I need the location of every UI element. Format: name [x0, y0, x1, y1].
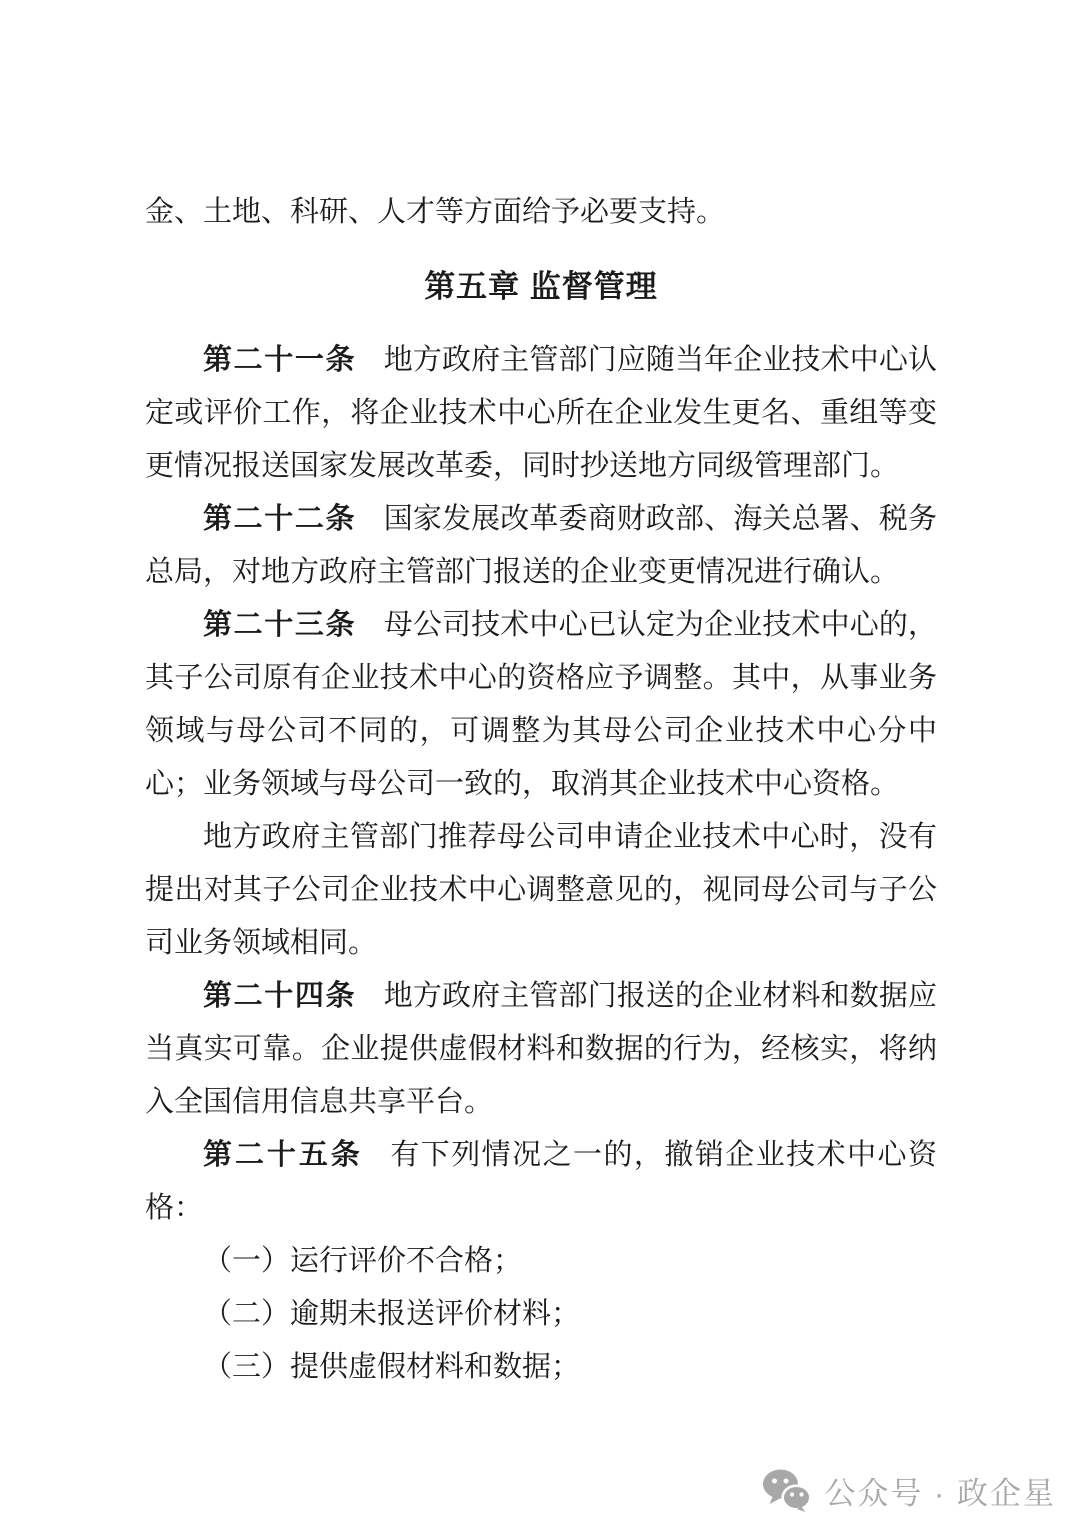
wechat-icon [762, 1469, 811, 1512]
article-24-text: 地方政府主管部门报送的企业材料和数据应当真实可靠。企业提供虚假材料和数据的行为，经核实，将纳入全国信用信息共享平台。 [145, 980, 937, 1118]
article-21 [145, 334, 937, 493]
article-23 [145, 599, 937, 811]
article-25-item-3: （三）提供虚假材料和数据； [203, 1351, 581, 1383]
article-22-text: 国家发展改革委商财政部、海关总署、税务总局，对地方政府主管部门报送的企业变更情况进行确认。 [145, 503, 937, 588]
chapter-heading: 第五章 监督管理 [424, 269, 658, 304]
article-21-text: 地方政府主管部门应随当年企业技术中心认定或评价工作，将企业技术中心所在企业发生更名、重组等变更情况报送国家发展改革委，同时抄送地方同级管理部门。 [145, 344, 937, 482]
article-21-number: 第二十一条 [203, 344, 357, 376]
article-22-number: 第二十二条 [203, 503, 357, 535]
paragraph-continuation: 金、土地、科研、人才等方面给予必要支持。 [145, 196, 726, 228]
article-22 [145, 493, 937, 599]
article-23-paragraph-2: 地方政府主管部门推荐母公司申请企业技术中心时，没有提出对其子公司企业技术中心调整意见的，视同母公司与子公司业务领域相同。 [145, 821, 937, 959]
watermark-label: 公众号 · 政企星 [824, 1476, 1056, 1511]
document-body [145, 186, 937, 1394]
article-25-number: 第二十五条 [203, 1139, 363, 1171]
article-25-item-2: （二）逾期未报送评价材料； [203, 1298, 581, 1330]
article-24-number: 第二十四条 [203, 980, 357, 1012]
article-25-item-1: （一）运行评价不合格； [203, 1245, 523, 1277]
article-25-text: 有下列情况之一的，撤销企业技术中心资格： [145, 1139, 937, 1224]
article-23-number: 第二十三条 [203, 609, 357, 641]
article-23-text: 母公司技术中心已认定为企业技术中心的，其子公司原有企业技术中心的资格应予调整。其中，从事业务领域与母公司不同的，可调整为其母公司企业技术中心分中心；业务领域与母公司一致的，取消其企业技术中心资格。 [145, 609, 937, 800]
article-24 [145, 970, 937, 1129]
watermark [762, 1468, 1056, 1513]
article-25 [145, 1129, 937, 1235]
